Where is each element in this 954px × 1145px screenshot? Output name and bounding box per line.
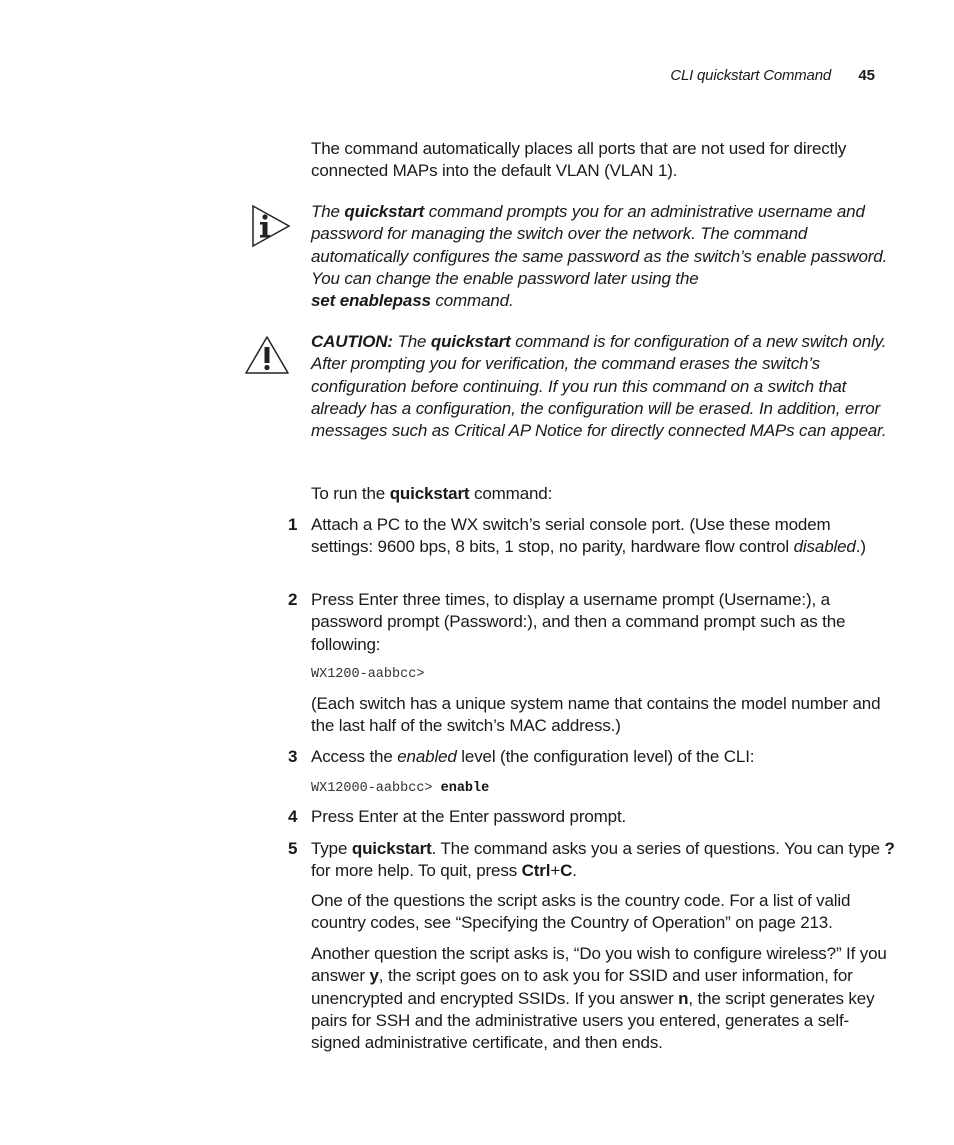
run-intro-command: quickstart xyxy=(389,484,470,503)
step-3-text xyxy=(311,746,895,768)
run-intro-text: command: xyxy=(469,484,553,503)
step-key: n xyxy=(678,988,689,1008)
step-text: . The command asks you a series of questions. You can type xyxy=(431,839,885,858)
step-number: 2 xyxy=(288,590,298,609)
caution-text: command is for configuration of a new switch only. After prompting you for verification, the command erases the switch’s configuration before continuing. If you run this command on a switch that already has a configuration, the configuration will be erased. In addition, error messages such as Critical AP Notice for directly connected MAPs can appear. xyxy=(311,332,887,441)
header-title: CLI quickstart Command xyxy=(670,67,831,84)
step-2-text: Press Enter three times, to display a username prompt (Username:), a password prompt (Password:), and then a command prompt such as the following: xyxy=(311,590,846,654)
caution-triangle-icon xyxy=(243,334,291,376)
step-text: level (the configuration level) of the CLI: xyxy=(456,747,755,766)
step-5-wireless-paragraph xyxy=(311,943,895,1054)
step-key: y xyxy=(369,966,379,986)
run-intro-text: To run the xyxy=(311,484,390,503)
step-emphasis: enabled xyxy=(397,747,457,766)
step-number: 4 xyxy=(288,807,298,826)
step-key: ? xyxy=(884,839,895,858)
step-text: .) xyxy=(855,537,866,557)
code-example: WX1200-aabbcc> xyxy=(311,667,425,682)
step-text: Another question the script asks is, “Do you wish to configure wireless?” If you answer xyxy=(311,944,887,986)
note-command: quickstart xyxy=(344,202,425,221)
step-4-text: Press Enter at the Enter password prompt. xyxy=(311,807,627,826)
step-1-text xyxy=(311,514,895,559)
note-command: set enablepass xyxy=(311,291,431,311)
code-command: enable xyxy=(440,781,490,796)
note-paragraph xyxy=(311,201,895,312)
code-prompt: WX12000-aabbcc> xyxy=(311,781,441,796)
step-text: Attach a PC to the WX switch’s serial console port. (Use these modem settings: 9600 bps, 8 bits, 1 stop, no parity, hardware flow control xyxy=(311,515,831,557)
step-5-country-paragraph: One of the questions the script asks is the country code. For a list of valid country codes, see “Specifying the Country of Operation” on page 213. xyxy=(311,891,851,933)
step-5-text xyxy=(311,838,895,883)
step-key: C xyxy=(560,861,573,881)
step-text: + xyxy=(550,861,561,881)
step-number: 1 xyxy=(288,515,298,534)
caution-command: quickstart xyxy=(430,332,511,351)
caution-text: The xyxy=(392,332,431,351)
run-intro xyxy=(311,483,895,505)
step-number: 5 xyxy=(288,839,298,858)
step-text: Access the xyxy=(311,747,398,766)
note-text: The xyxy=(311,202,345,221)
step-text: for more help. To quit, press xyxy=(311,861,522,881)
caution-paragraph xyxy=(311,331,895,442)
step-number: 3 xyxy=(288,747,298,766)
step-text: , the script generates key pairs for SSH and the administrative users you entered, generates a self-signed administrative certificate, and then ends. xyxy=(311,988,875,1053)
note-text: command. xyxy=(430,291,514,311)
running-header xyxy=(0,67,954,87)
intro-paragraph: The command automatically places all ports that are not used for directly connected MAPs into the default VLAN (VLAN 1). xyxy=(311,139,847,181)
page-number: 45 xyxy=(858,67,875,84)
caution-label: CAUTION: xyxy=(311,332,393,351)
step-command: quickstart xyxy=(351,839,432,858)
step-text: Type xyxy=(311,839,352,858)
step-key: Ctrl xyxy=(521,861,551,881)
code-example xyxy=(311,780,489,798)
step-2-note: (Each switch has a unique system name that contains the model number and the last half of the switch’s MAC address.) xyxy=(311,694,881,736)
info-icon xyxy=(250,203,292,249)
step-text: , the script goes on to ask you for SSID and user information, for unencrypted and encrypted SSIDs. If you answer xyxy=(311,966,853,1008)
note-text: command prompts you for an administrative username and password for managing the switch over the network. The command automatically configures the same password as the switch’s enable password. You can change the enable password later using the xyxy=(311,202,888,288)
step-emphasis: disabled xyxy=(793,537,856,557)
step-text: . xyxy=(572,861,577,881)
